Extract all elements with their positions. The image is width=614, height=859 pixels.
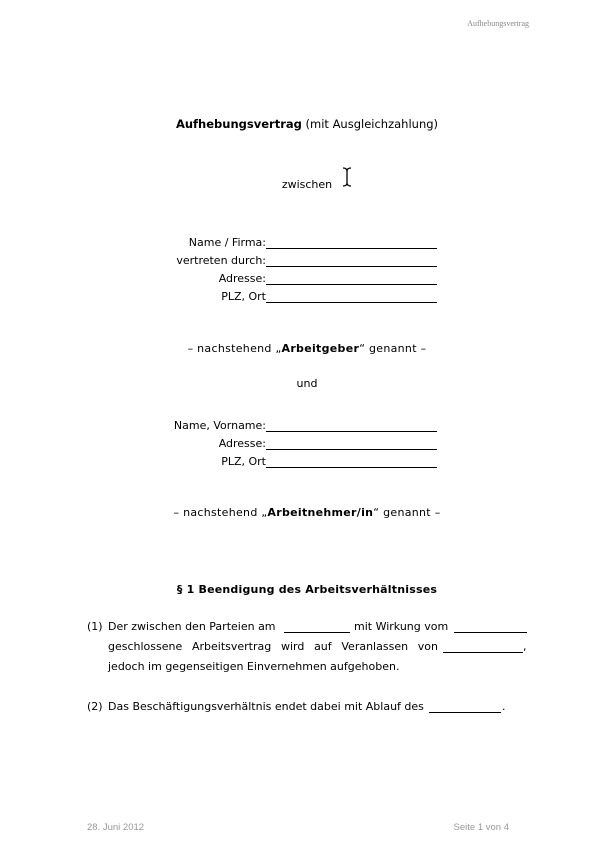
footer-date: 28. Juni 2012: [87, 822, 145, 833]
field-label: PLZ, Ort: [221, 455, 266, 468]
paragraph-text: .: [502, 700, 506, 713]
between-label: zwischen: [281, 178, 333, 191]
employer-name-field[interactable]: [0, 236, 614, 252]
employer-caption: [0, 342, 614, 355]
field-label: Name / Firma:: [188, 236, 266, 249]
document-title-suffix: (mit Ausgleichzahlung): [301, 117, 439, 131]
field-label: Name, Vorname:: [173, 419, 266, 432]
employer-zip-city-field[interactable]: [0, 290, 614, 306]
caption-suffix: “ genannt –: [359, 342, 427, 355]
fill-in-line[interactable]: [266, 431, 437, 432]
caption-suffix: “ genannt –: [373, 506, 441, 519]
paragraph-text: ,: [523, 640, 527, 653]
paragraph-text: Das Beschäftigungsverhältnis endet dabei mit Ablauf des: [108, 700, 424, 713]
employee-zip-city-field[interactable]: [0, 455, 614, 471]
text-cursor-icon: [341, 167, 353, 187]
running-header-title: Aufhebungsvertrag: [467, 19, 529, 28]
field-label: Adresse:: [218, 272, 266, 285]
footer-page-number: Seite 1 von 4: [453, 822, 509, 833]
caption-role: Arbeitnehmer/in: [267, 506, 374, 519]
document-title: [0, 117, 614, 131]
date-blank[interactable]: [284, 621, 350, 633]
caption-role: Arbeitgeber: [281, 342, 360, 355]
employer-represented-by-field[interactable]: [0, 254, 614, 270]
fill-in-line[interactable]: [266, 266, 437, 267]
paragraph-1: [0, 617, 614, 679]
caption-prefix: – nachstehend „: [173, 506, 268, 519]
paragraph-2: [0, 697, 614, 717]
employee-address-field[interactable]: [0, 437, 614, 453]
fill-in-line[interactable]: [266, 302, 437, 303]
end-date-blank[interactable]: [429, 701, 501, 713]
and-label: und: [296, 377, 318, 390]
section-heading: § 1 Beendigung des Arbeitsverhältnisses: [176, 583, 438, 596]
initiator-blank[interactable]: [443, 641, 523, 653]
field-label: Adresse:: [218, 437, 266, 450]
fill-in-line[interactable]: [266, 449, 437, 450]
employee-name-field[interactable]: [0, 419, 614, 435]
fill-in-line[interactable]: [266, 284, 437, 285]
paragraph-number: (1): [87, 620, 103, 633]
fill-in-line[interactable]: [266, 248, 437, 249]
field-label: vertreten durch:: [176, 254, 266, 267]
paragraph-text: mit Wirkung vom: [354, 620, 449, 633]
paragraph-text: geschlossene Arbeitsvertrag wird auf Veranlassen von: [108, 640, 438, 653]
field-label: PLZ, Ort: [221, 290, 266, 303]
fill-in-line[interactable]: [266, 467, 437, 468]
document-title-main: Aufhebungsvertrag: [175, 117, 302, 131]
paragraph-number: (2): [87, 700, 103, 713]
paragraph-text: jedoch im gegenseitigen Einvernehmen aufgehoben.: [108, 660, 400, 673]
employer-address-field[interactable]: [0, 272, 614, 288]
paragraph-text: Der zwischen den Parteien am: [108, 620, 276, 633]
caption-prefix: – nachstehend „: [187, 342, 282, 355]
effective-date-blank[interactable]: [454, 621, 527, 633]
employee-caption: [0, 506, 614, 519]
